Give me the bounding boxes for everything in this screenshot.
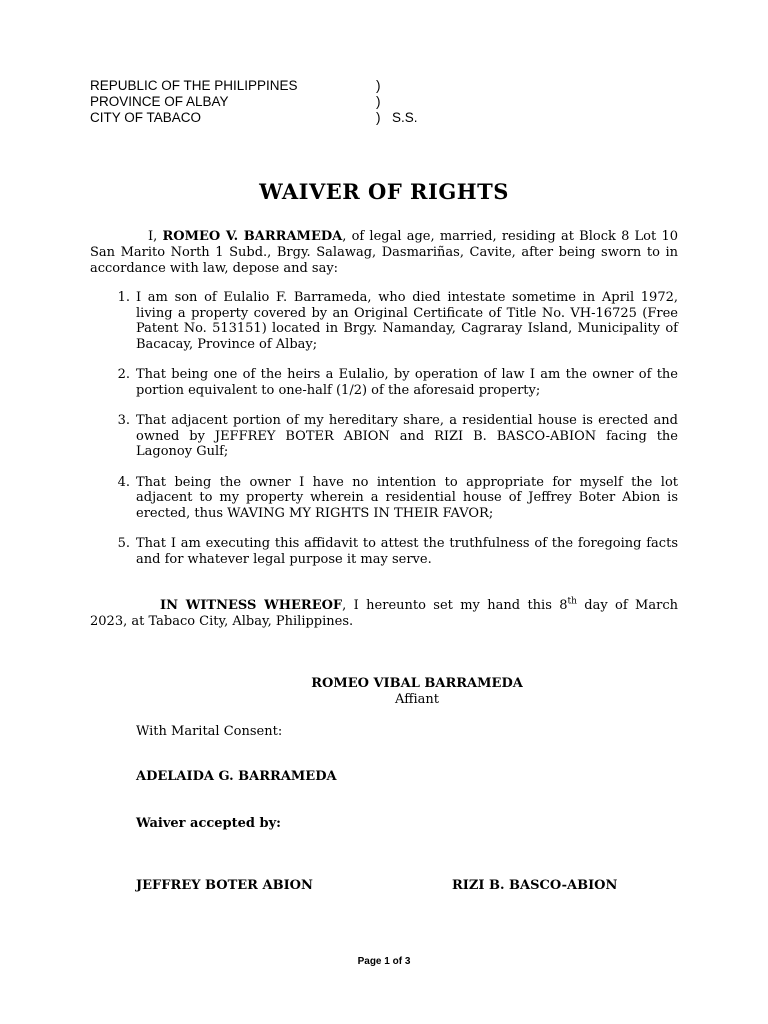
spouse-name: ADELAIDA G. BARRAMEDA bbox=[136, 769, 337, 784]
item-number: 2. bbox=[117, 367, 130, 382]
statement-list bbox=[90, 290, 678, 582]
deponent-name: ROMEO V. BARRAMEDA bbox=[162, 229, 343, 244]
item-text: That I am executing this affidavit to attest the truthfulness of the foregoing facts and for whatever legal purpose it may serve. bbox=[136, 536, 678, 567]
venue-place: CITY OF TABACO bbox=[90, 110, 202, 125]
venue-paren: ) bbox=[376, 94, 381, 109]
venue-line bbox=[90, 78, 418, 94]
venue-suffix: S.S. bbox=[392, 110, 418, 125]
waiver-accepted-label: Waiver accepted by: bbox=[136, 816, 281, 831]
marital-consent-label: With Marital Consent: bbox=[136, 724, 283, 739]
venue-paren: ) bbox=[376, 78, 381, 93]
list-item bbox=[90, 367, 678, 398]
item-number: 5. bbox=[117, 536, 130, 551]
item-text: That adjacent portion of my hereditary share, a residential house is erected and owned by JEFFREY BOTER ABION and RIZI B. BASCO-ABION facing the Lagonoy Gulf; bbox=[136, 413, 678, 459]
venue-block bbox=[90, 78, 418, 126]
witness-paragraph bbox=[90, 598, 678, 630]
venue-place: REPUBLIC OF THE PHILIPPINES bbox=[90, 78, 298, 93]
list-item bbox=[90, 413, 678, 460]
item-text: I am son of Eulalio F. Barrameda, who died intestate sometime in April 1972, living a property covered by an Original Certificate of Title No. VH-16725 (Free Patent No. 513151) located in Brgy. Namanday, Cagraray Island, Municipality of Bacacay, Province of Albay; bbox=[136, 290, 678, 352]
affiant-name: ROMEO VIBAL BARRAMEDA bbox=[311, 676, 523, 691]
document-title: WAIVER OF RIGHTS bbox=[259, 179, 509, 204]
acceptor-name-2: RIZI B. BASCO-ABION bbox=[452, 878, 618, 893]
item-number: 1. bbox=[117, 290, 130, 305]
item-number: 3. bbox=[117, 413, 130, 428]
witness-ordinal: th bbox=[567, 596, 577, 607]
venue-paren: ) bbox=[376, 110, 381, 125]
intro-paragraph bbox=[90, 229, 678, 277]
intro-lead: I, bbox=[148, 229, 163, 244]
page-number: Page 1 of 3 bbox=[357, 956, 411, 967]
affiant-role: Affiant bbox=[395, 692, 439, 707]
venue-line bbox=[90, 94, 418, 110]
list-item bbox=[90, 536, 678, 567]
witness-lead: IN WITNESS WHEREOF bbox=[160, 598, 343, 613]
venue-line bbox=[90, 110, 418, 126]
list-item bbox=[90, 475, 678, 522]
item-number: 4. bbox=[117, 474, 130, 490]
item-text: That being one of the heirs a Eulalio, by operation of law I am the owner of the portion equivalent to one-half (1/2) of the aforesaid property; bbox=[136, 367, 678, 398]
venue-place: PROVINCE OF ALBAY bbox=[90, 94, 229, 109]
acceptor-name-1: JEFFREY BOTER ABION bbox=[136, 878, 313, 893]
witness-mid: , I hereunto set my hand this 8 bbox=[342, 598, 568, 613]
list-item bbox=[90, 290, 678, 352]
intro-rest: , of legal age, married, residing at Block 8 Lot 10 San Marito North 1 Subd., Brgy. Salawag, Dasmariñas, Cavite, after being sworn to in accordance with law, depose and say: bbox=[90, 229, 678, 276]
item-text: That being the owner I have no intention to appropriate for myself the lot adjacent to my property wherein a residential house of Jeffrey Boter Abion is erected, thus WAVING MY RIGHTS IN THEIR FAVOR; bbox=[136, 474, 678, 521]
witness-rest: day of March 2023, at Tabaco City, Albay, Philippines. bbox=[90, 598, 678, 629]
